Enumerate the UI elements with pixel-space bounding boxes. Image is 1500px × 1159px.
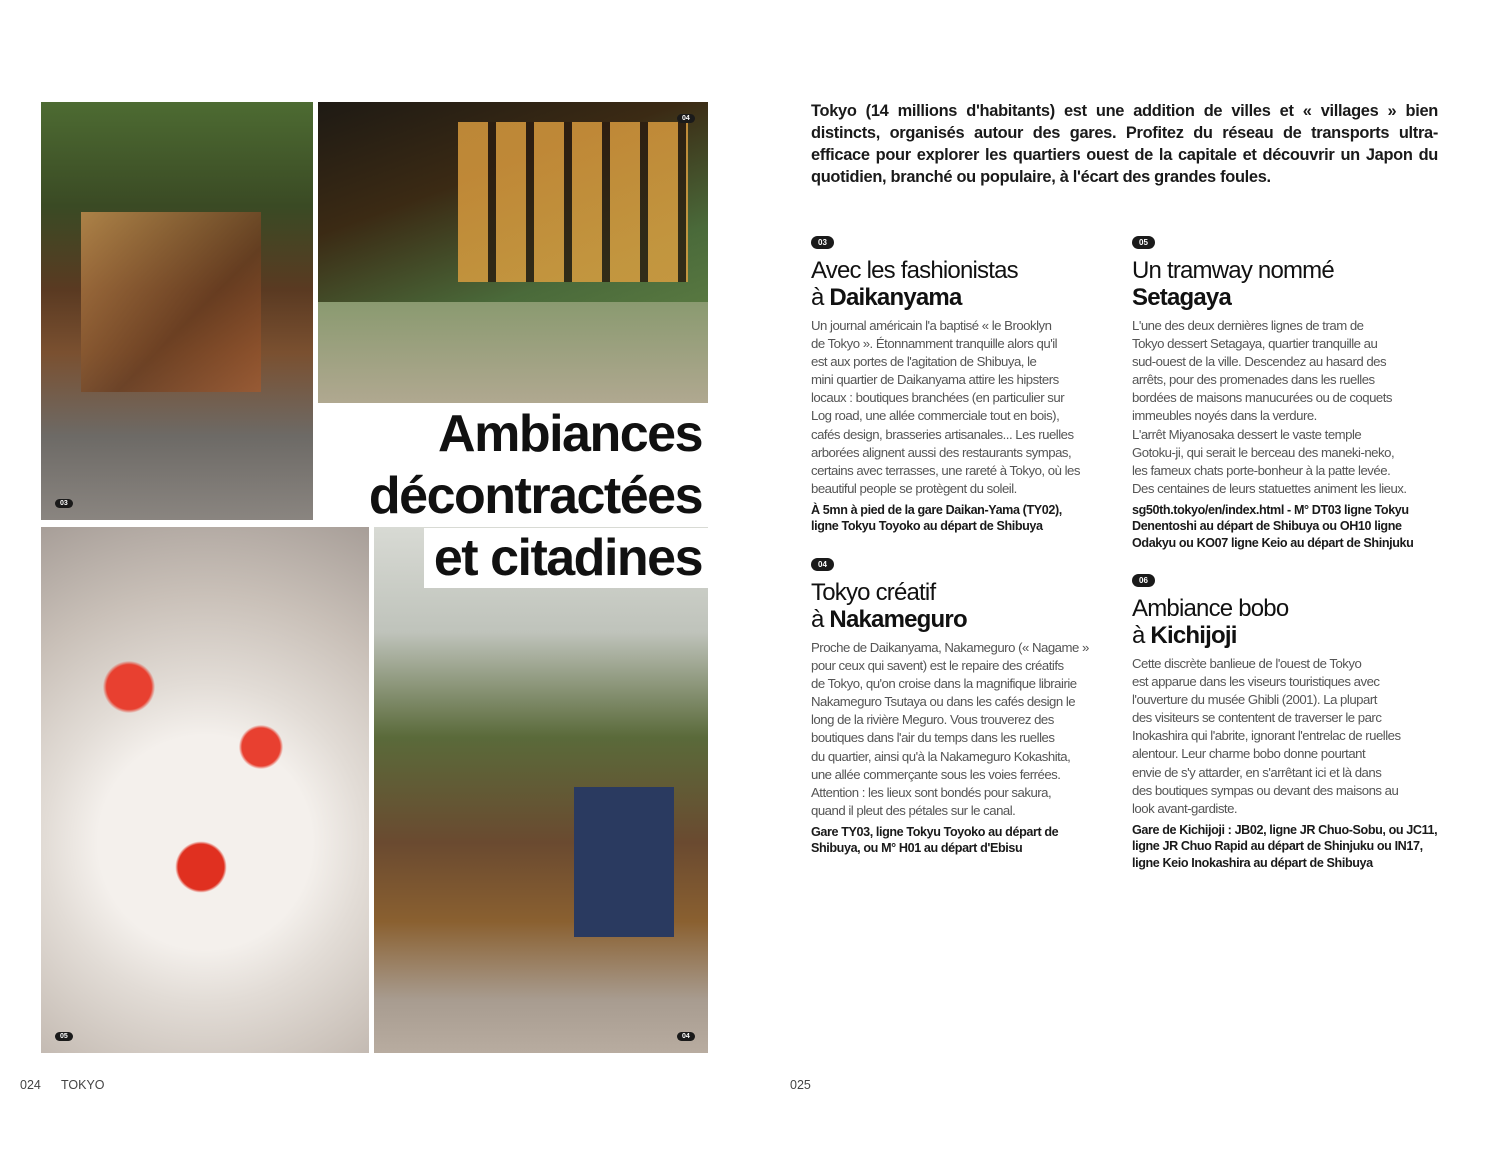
title-line-1: Ambiances [428, 404, 708, 464]
section-number: 04 [811, 558, 834, 571]
section-number: 03 [811, 236, 834, 249]
title-light: Ambiance bobo [1132, 595, 1289, 622]
section-title [811, 257, 1121, 311]
section-body: L'une des deux dernières lignes de tram de Tokyo dessert Setagaya, quartier tranquille au sud-ouest de la ville. Descendez au hasard des arrêts, pour des promenades dans les ruelles bordées de maisons manucurées ou de coquets immeubles noyés dans la verdure. L'arrêt Miyanosaka dessert le vaste temple Gotoku-ji, qui serait le berceau des maneki-neko, les fameux chats porte-bonheur à la patte levée. Des centaines de leurs statuettes animent les lieux. [1132, 318, 1407, 496]
title-light: Tokyo créatif [811, 579, 936, 606]
photo-badge: 04 [677, 1032, 695, 1041]
photo-badge: 05 [55, 1032, 73, 1041]
photo-daikanyama-cafe [41, 102, 313, 520]
section-kichijoji [1132, 570, 1444, 871]
section-access-info: Gare TY03, ligne Tokyu Toyoko au départ de Shibuya, ou M° H01 au départ d'Ebisu [811, 824, 1059, 856]
section-title [1132, 257, 1444, 311]
intro-paragraph: Tokyo (14 millions d'habitants) est une addition de villes et « villages » bien distincts, organisés autour des gares. Profitez du réseau de transports ultra-efficace pour explorer les quartiers ouest de la capitale et découvrir un Japon du quotidien, branché ou populaire, à l'écart des grandes foules. [811, 102, 1438, 186]
photo-badge: 04 [677, 114, 695, 123]
title-line-2: décontractées [359, 466, 708, 526]
section-body: Cette discrète banlieue de l'ouest de Tokyo est apparue dans les viseurs touristiques avec l'ouverture du musée Ghibli (2001). La plupart des visiteurs se contentent de traverser le parc Inokashira qui l'abrite, ignorant l'entrelac de ruelles alentour. Leur charme bobo donne pourtant envie de s'y attarder, en s'arrêtant ici et là dans des boutiques sympas ou devant des maisons au look avant-gardiste. [1132, 656, 1401, 816]
title-bold: Kichijoji [1150, 622, 1237, 649]
section-daikanyama [811, 232, 1121, 535]
title-bold: Setagaya [1132, 284, 1231, 311]
section-number: 06 [1132, 574, 1155, 587]
section-access-info: Gare de Kichijoji : JB02, ligne JR Chuo-Sobu, ou JC11, ligne JR Chuo Rapid au départ de Shinjuku ou IN17, ligne Keio Inokashira au départ de Shibuya [1132, 822, 1438, 870]
section-access-info: sg50th.tokyo/en/index.html - M° DT03 ligne Tokyu Denentoshi au départ de Shibuya ou OH10 ligne Odakyu ou KO07 ligne Keio au départ de Shinjuku [1132, 502, 1414, 550]
photo-maneki-neko [41, 527, 369, 1053]
title-prefix: à [811, 606, 830, 633]
title-light: Un tramway nommé [1132, 257, 1334, 284]
section-nakameguro [811, 554, 1121, 857]
title-prefix: à [811, 284, 830, 311]
section-body: Un journal américain l'a baptisé « le Brooklyn de Tokyo ». Étonnamment tranquille alors qu'il est aux portes de l'agitation de Shibuya, le mini quartier de Daikanyama attire les hipsters locaux : boutiques branchées (en particulier sur Log road, une allée commerciale tout en bois), cafés design, brasseries artisanales... Les ruelles arborées alignent aussi des restaurants sympas, certains avec terrasses, une rareté à Tokyo, où les beautiful people se protègent du soleil. [811, 318, 1080, 496]
page-number-left: 024 [20, 1078, 41, 1092]
title-prefix: à [1132, 622, 1151, 649]
section-setagaya [1132, 232, 1444, 551]
page-number-right: 025 [790, 1078, 811, 1092]
photo-kichijoji-shop [374, 527, 708, 1053]
section-title [811, 579, 1121, 633]
title-bold: Nakameguro [829, 606, 967, 633]
photo-nakameguro-cafe [318, 102, 708, 403]
title-bold: Daikanyama [829, 284, 962, 311]
section-number: 05 [1132, 236, 1155, 249]
photo-badge: 03 [55, 499, 73, 508]
section-title [1132, 595, 1444, 649]
title-line-3: et citadines [424, 528, 708, 588]
title-light: Avec les fashionistas [811, 257, 1018, 284]
section-body: Proche de Daikanyama, Nakameguro (« Nagame » pour ceux qui savent) est le repaire des créatifs de Tokyo, qu'on croise dans la magnifique librairie Nakameguro Tsutaya ou dans les cafés design le long de la rivière Meguro. Vous trouverez des boutiques dans l'air du temps dans les ruelles du quartier, ainsi qu'à la Nakameguro Kokashita, une allée commerçante sous les voies ferrées. Attention : les lieux sont bondés pour sakura, quand il pleut des pétales sur le canal. [811, 640, 1089, 818]
section-name: TOKYO [61, 1078, 105, 1092]
section-access-info: À 5mn à pied de la gare Daikan-Yama (TY02), ligne Tokyu Toyoko au départ de Shibuya [811, 502, 1062, 534]
